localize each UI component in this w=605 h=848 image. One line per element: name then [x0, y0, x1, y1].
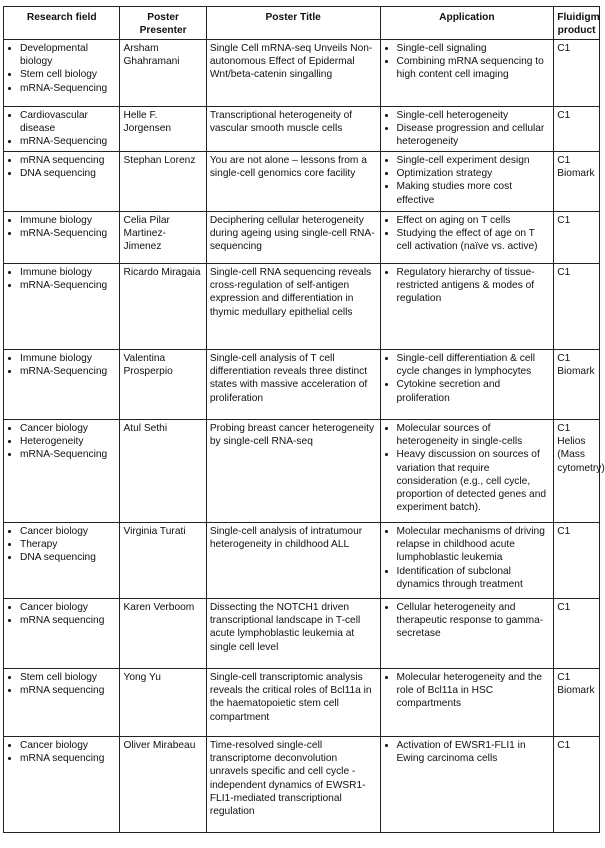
poster-title-cell: Time-resolved single-cell transcriptome deconvolution unravels specific and cell cycle - independent dynamics of EWSR1-FLI1-mediated transcriptional regulation: [206, 737, 380, 833]
table-row: [4, 40, 600, 107]
research-field-item: • mRNA sequencing: [20, 752, 116, 765]
research-field-cell: [4, 737, 120, 833]
fluidigm-product-cell: C1: [554, 107, 600, 152]
poster-title-cell: Single-cell transcriptomic analysis reveals the critical roles of Bcl11a in the haematopoietic stem cell compartment: [206, 669, 380, 737]
research-field-item: • Heterogeneity: [20, 435, 116, 448]
application-item: • Heavy discussion on sources of variation that require consideration (e.g., cell cycle, proportion of detected genes and experiment batch).: [397, 448, 551, 514]
header-fluidigm-product: Fluidigm product: [554, 7, 600, 40]
research-field-item: • Immune biology: [20, 266, 116, 279]
application-list: [384, 109, 551, 149]
application-item: • Single-cell differentiation & cell cycle changes in lymphocytes: [397, 352, 551, 378]
application-cell: [380, 420, 554, 523]
header-row: [4, 7, 600, 40]
poster-title-cell: Probing breast cancer heterogeneity by single-cell RNA-seq: [206, 420, 380, 523]
research-field-cell: [4, 40, 120, 107]
research-field-list: [7, 352, 116, 378]
research-field-item: • mRNA sequencing: [20, 684, 116, 697]
application-item: • Optimization strategy: [397, 167, 551, 180]
header-poster-presenter: Poster Presenter: [120, 7, 206, 40]
research-field-item: • Cancer biology: [20, 739, 116, 752]
application-list: [384, 671, 551, 711]
table-row: [4, 350, 600, 420]
application-item: • Molecular sources of heterogeneity in single-cells: [397, 422, 551, 448]
research-field-list: [7, 266, 116, 292]
presenter-cell: Helle F. Jorgensen: [120, 107, 206, 152]
presenter-cell: Stephan Lorenz: [120, 152, 206, 212]
research-field-item: • mRNA-Sequencing: [20, 448, 116, 461]
application-cell: [380, 107, 554, 152]
header-research-field: Research field: [4, 7, 120, 40]
application-list: [384, 739, 551, 765]
research-field-list: [7, 601, 116, 627]
presenter-cell: Oliver Mirabeau: [120, 737, 206, 833]
header-poster-title: Poster Title: [206, 7, 380, 40]
research-field-list: [7, 739, 116, 765]
research-field-cell: [4, 420, 120, 523]
fluidigm-product-cell: C1: [554, 737, 600, 833]
application-item: • Disease progression and cellular heterogeneity: [397, 122, 551, 148]
research-field-item: • Immune biology: [20, 352, 116, 365]
research-field-item: • Stem cell biology: [20, 671, 116, 684]
poster-table: [3, 6, 605, 833]
research-field-cell: [4, 669, 120, 737]
research-field-list: [7, 671, 116, 697]
application-cell: [380, 264, 554, 350]
research-field-cell: [4, 152, 120, 212]
application-item: • Single-cell experiment design: [397, 154, 551, 167]
research-field-list: [7, 525, 116, 565]
research-field-item: • Cancer biology: [20, 422, 116, 435]
application-list: [384, 525, 551, 591]
application-item: • Making studies more cost effective: [397, 180, 551, 206]
poster-title-cell: Deciphering cellular heterogeneity during ageing using single-cell RNA-sequencing: [206, 212, 380, 264]
application-list: [384, 266, 551, 306]
research-field-item: • Developmental biology: [20, 42, 116, 68]
research-field-item: • mRNA-Sequencing: [20, 365, 116, 378]
application-item: • Cytokine secretion and proliferation: [397, 378, 551, 404]
fluidigm-product-cell: C1 Biomark: [554, 152, 600, 212]
table-row: [4, 420, 600, 523]
application-item: • Molecular heterogeneity and the role of Bcl11a in HSC compartments: [397, 671, 551, 711]
table-row: [4, 107, 600, 152]
application-item: • Molecular mechanisms of driving relapse in childhood acute lumphoblastic leukemia: [397, 525, 551, 565]
table-body: [4, 40, 605, 833]
research-field-item: • Therapy: [20, 538, 116, 551]
poster-title-cell: Single-cell analysis of intratumour heterogeneity in childhood ALL: [206, 523, 380, 599]
application-cell: [380, 152, 554, 212]
application-item: • Cellular heterogeneity and therapeutic response to gamma-secretase: [397, 601, 551, 641]
research-field-item: • Cancer biology: [20, 601, 116, 614]
application-cell: [380, 40, 554, 107]
presenter-cell: Celia Pilar Martinez-Jimenez: [120, 212, 206, 264]
poster-title-cell: Single-cell RNA sequencing reveals cross-regulation of self-antigen expression and differentiation in thymic medullary epithelial cells: [206, 264, 380, 350]
application-item: • Single-cell heterogeneity: [397, 109, 551, 122]
fluidigm-product-cell: C1 Helios (Mass cytometry): [554, 420, 600, 523]
research-field-item: • Cancer biology: [20, 525, 116, 538]
research-field-item: • Stem cell biology: [20, 68, 116, 81]
research-field-item: • mRNA-Sequencing: [20, 279, 116, 292]
table-row: [4, 669, 600, 737]
research-field-list: [7, 422, 116, 462]
fluidigm-product-cell: C1: [554, 40, 600, 107]
fluidigm-product-cell: C1: [554, 523, 600, 599]
application-list: [384, 154, 551, 207]
application-list: [384, 601, 551, 641]
research-field-item: • Immune biology: [20, 214, 116, 227]
application-cell: [380, 350, 554, 420]
fluidigm-product-cell: C1: [554, 212, 600, 264]
application-cell: [380, 212, 554, 264]
table-row: [4, 212, 600, 264]
research-field-item: • mRNA sequencing: [20, 154, 116, 167]
presenter-cell: Valentina Prosperpio: [120, 350, 206, 420]
poster-title-cell: Transcriptional heterogeneity of vascular smooth muscle cells: [206, 107, 380, 152]
fluidigm-product-cell: C1: [554, 599, 600, 669]
poster-title-cell: Dissecting the NOTCH1 driven transcriptional landscape in T-cell acute lymphoblastic leukemia at single cell level: [206, 599, 380, 669]
application-item: • Effect on aging on T cells: [397, 214, 551, 227]
application-cell: [380, 599, 554, 669]
application-cell: [380, 669, 554, 737]
header-application: Application: [380, 7, 554, 40]
research-field-cell: [4, 350, 120, 420]
research-field-cell: [4, 599, 120, 669]
application-item: • Single-cell signaling: [397, 42, 551, 55]
table-row: [4, 264, 600, 350]
presenter-cell: Atul Sethi: [120, 420, 206, 523]
application-list: [384, 422, 551, 514]
research-field-cell: [4, 523, 120, 599]
fluidigm-product-cell: C1: [554, 264, 600, 350]
application-item: • Combining mRNA sequencing to high content cell imaging: [397, 55, 551, 81]
research-field-item: • mRNA-Sequencing: [20, 82, 116, 95]
research-field-list: [7, 42, 116, 95]
application-cell: [380, 737, 554, 833]
application-list: [384, 42, 551, 82]
application-item: • Regulatory hierarchy of tissue-restricted antigens & modes of regulation: [397, 266, 551, 306]
research-field-list: [7, 109, 116, 149]
research-field-item: • mRNA sequencing: [20, 614, 116, 627]
table-row: [4, 737, 600, 833]
research-field-item: • mRNA-Sequencing: [20, 227, 116, 240]
research-field-item: • mRNA-Sequencing: [20, 135, 116, 148]
presenter-cell: Karen Verboom: [120, 599, 206, 669]
fluidigm-product-cell: C1 Biomark: [554, 669, 600, 737]
application-list: [384, 214, 551, 254]
presenter-cell: Arsham Ghahramani: [120, 40, 206, 107]
poster-title-cell: Single Cell mRNA-seq Unveils Non-autonomous Effect of Epidermal Wnt/beta-catenin singalling: [206, 40, 380, 107]
poster-title-cell: You are not alone – lessons from a single-cell genomics core facility: [206, 152, 380, 212]
presenter-cell: Ricardo Miragaia: [120, 264, 206, 350]
presenter-cell: Virginia Turati: [120, 523, 206, 599]
fluidigm-product-cell: C1 Biomark: [554, 350, 600, 420]
poster-title-cell: Single-cell analysis of T cell differentiation reveals three distinct states with massive acceleration of proliferation: [206, 350, 380, 420]
application-item: • Studying the effect of age on T cell activation (naïve vs. active): [397, 227, 551, 253]
table-row: [4, 152, 600, 212]
research-field-list: [7, 214, 116, 240]
table-row: [4, 523, 600, 599]
research-field-list: [7, 154, 116, 180]
research-field-cell: [4, 264, 120, 350]
research-field-item: • DNA sequencing: [20, 551, 116, 564]
application-item: • Identification of subclonal dynamics through treatment: [397, 565, 551, 591]
application-item: • Activation of EWSR1-FLI1 in Ewing carcinoma cells: [397, 739, 551, 765]
research-field-cell: [4, 107, 120, 152]
application-cell: [380, 523, 554, 599]
research-field-cell: [4, 212, 120, 264]
research-field-item: • DNA sequencing: [20, 167, 116, 180]
research-field-item: • Cardiovascular disease: [20, 109, 116, 135]
presenter-cell: Yong Yu: [120, 669, 206, 737]
table-row: [4, 599, 600, 669]
application-list: [384, 352, 551, 405]
